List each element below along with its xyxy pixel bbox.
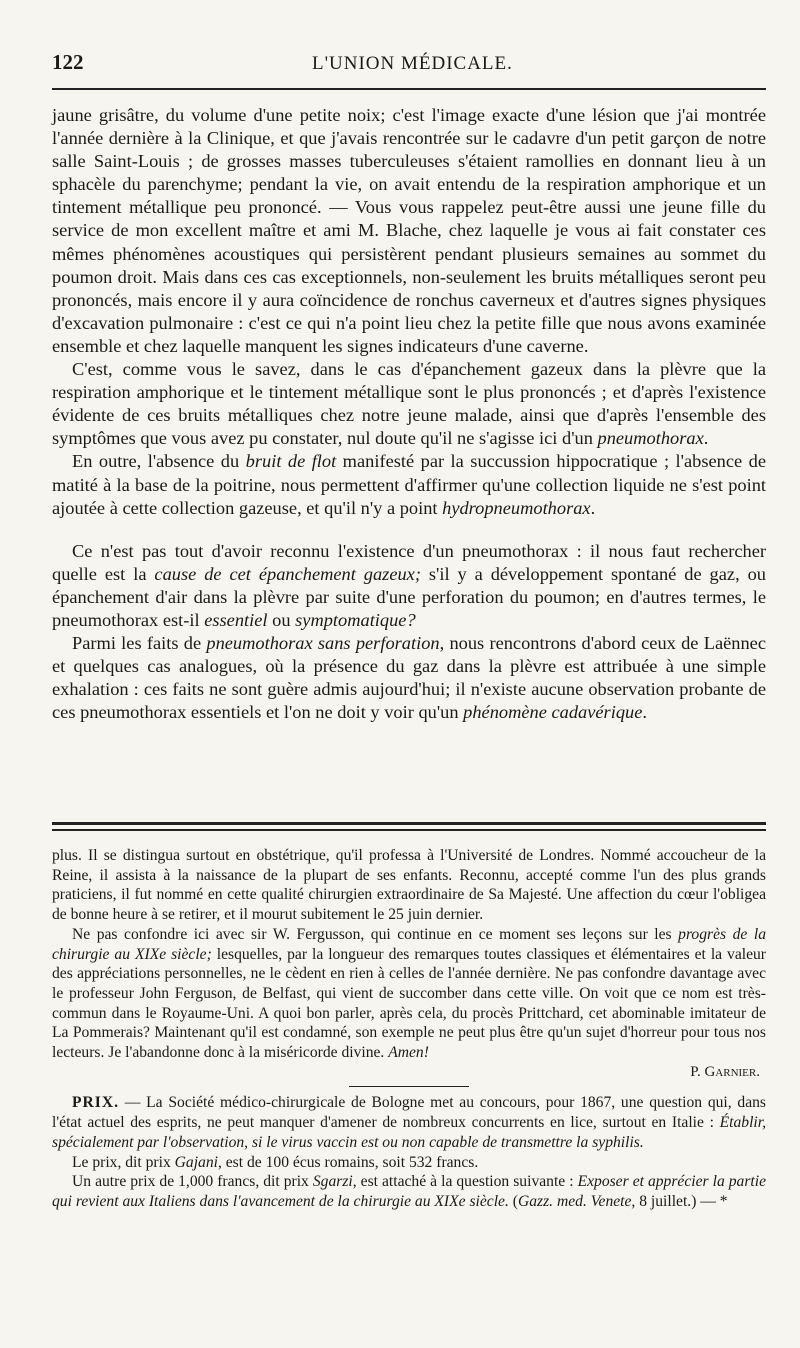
note-paragraph: Ne pas confondre ici avec sir W. Fergusson, qui continue en ce moment ses leçons sur les progrès de la chirurgie au XIXe siècle; lesquelles, par la longueur des remarques toutes classiques et élémentaires et la valeur des appréciations personnelles, ne le cèdent en rien à celles de l'année dernière. Ne pas confondre davantage avec le professeur John Ferguson, de Belfast, qui vient de succomber dans cette ville. On voit que ce nom est très-commun dans le Royaume-Uni. A quoi bon parler, après cela, du procès Prittchard, cet abominable imitateur de La Pommerais? Maintenant qu'il est condamné, son exemple ne peut plus être qu'un sujet d'horreur pour tous nos lecteurs. Je l'abandonne donc à la miséricorde divine. Amen! xyxy=(52,925,766,1062)
short-rule xyxy=(349,1086,469,1087)
paragraph: Parmi les faits de pneumothorax sans perforation, nous rencontrons d'abord ceux de Laënnec et quelques cas analogues, où la présence du gaz dans la plèvre est attribuée à une simple exhalation : ces faits ne sont guère admis aujourd'hui; il n'existe aucune observation probante de ces pneumothorax essentiels et l'on ne doit y voir qu'un phénomène cadavérique. xyxy=(52,633,766,723)
prize-label: PRIX. xyxy=(72,1094,120,1112)
header-rule xyxy=(52,88,766,90)
note-paragraph: plus. Il se distingua surtout en obstétrique, qu'il professa à l'Université de Londres. Nommé accoucheur de la Reine, il assista à la naissance de la plupart de ses enfants. Reconnu, accepté comme l'un des plus grands praticiens, il fut nommé en cette qualité chirurgien extraordinaire de Sa Majesté. Une affection du cœur l'obligea de bonne heure à se retirer, et il mourut subitement le 25 juin dernier. xyxy=(52,847,766,924)
paragraph: Ce n'est pas tout d'avoir reconnu l'existence d'un pneumothorax : il nous faut rechercher quelle est la cause de cet épanchement gazeux; s'il y a développement spontané de gaz, ou épanchement d'air dans la plèvre par suite d'une perforation du poumon; en d'autres termes, le pneumothorax est-il essentiel ou symptomatique? xyxy=(52,540,766,630)
paragraph: jaune grisâtre, du volume d'une petite noix; c'est l'image exacte d'une lésion que j'ai montrée l'année dernière à la Clinique, et que j'avais rencontrée sur le cadavre d'un petit garçon de notre salle Saint-Louis ; de grosses masses tuberculeuses s'étaient ramollies en donnant lieu à un sphacèle du parenchyme; pendant la vie, on avait entendu de la respiration amphorique et un tintement métallique peu prononcé. — Vous vous rappelez peut-être aussi une jeune fille du service de mon excellent maître et ami M. Blache, chez laquelle je vous ai fait constater ces mêmes phénomènes acoustiques qui persistèrent pendant plusieurs semaines au sommet du poumon droit. Mais dans ces cas exceptionnels, non-seulement les bruits métalliques seront peu prononcés, mais encore il y aura coïncidence de ronchus caverneux et d'autres signes physiques d'excavation pulmonaire : c'est ce qui n'a point lieu chez la petite fille que nous avons examinée ensemble et chez laquelle manquent les signes indicateurs d'une caverne. xyxy=(52,105,766,356)
signature: P. Garnier. xyxy=(690,1063,760,1080)
paragraph: En outre, l'absence du bruit de flot manifesté par la succussion hippocratique ; l'absence de matité à la base de la poitrine, nous permettent d'affirmer qu'une collection liquide ne s'est point ajoutée à cette collection gazeuse, et qu'il n'y a point hydropneumothorax. xyxy=(52,451,766,518)
paragraph: C'est, comme vous le savez, dans le cas d'épanchement gazeux dans la plèvre que la respiration amphorique et le tintement métallique sont le plus prononcés ; et d'après l'existence évidente de ces bruits métalliques chez notre jeune malade, ainsi que d'après l'ensemble des symptômes que vous avez pu constater, nul doute qu'il ne s'agisse ici d'un pneumothorax. xyxy=(52,359,766,449)
running-title: L'UNION MÉDICALE. xyxy=(312,53,513,74)
page-header xyxy=(52,50,768,80)
feuilleton-text xyxy=(52,846,766,1212)
separator-rule xyxy=(52,822,766,825)
prize-paragraph: Un autre prix de 1,000 francs, dit prix Sgarzi, est attaché à la question suivante : Exposer et apprécier la partie qui revient aux Italiens dans l'avancement de la chirurgie au XIXe siècle. (Gazz. med. Venete, 8 juillet.) — * xyxy=(52,1173,767,1210)
separator-rule xyxy=(52,829,766,831)
main-text xyxy=(52,104,766,724)
prize-paragraph: PRIX. — La Société médico-chirurgicale de Bologne met au concours, pour 1867, une question qui, dans l'état actuel des esprits, ne peut manquer d'amener de nombreux concurrents en lice, surtout en Italie : Établir, spécialement par l'observation, si le virus vaccin est ou non capable de transmettre la syphilis. xyxy=(52,1094,766,1151)
prize-paragraph: Le prix, dit prix Gajani, est de 100 écus romains, soit 532 francs. xyxy=(72,1153,479,1171)
page-number: 122 xyxy=(52,50,84,74)
